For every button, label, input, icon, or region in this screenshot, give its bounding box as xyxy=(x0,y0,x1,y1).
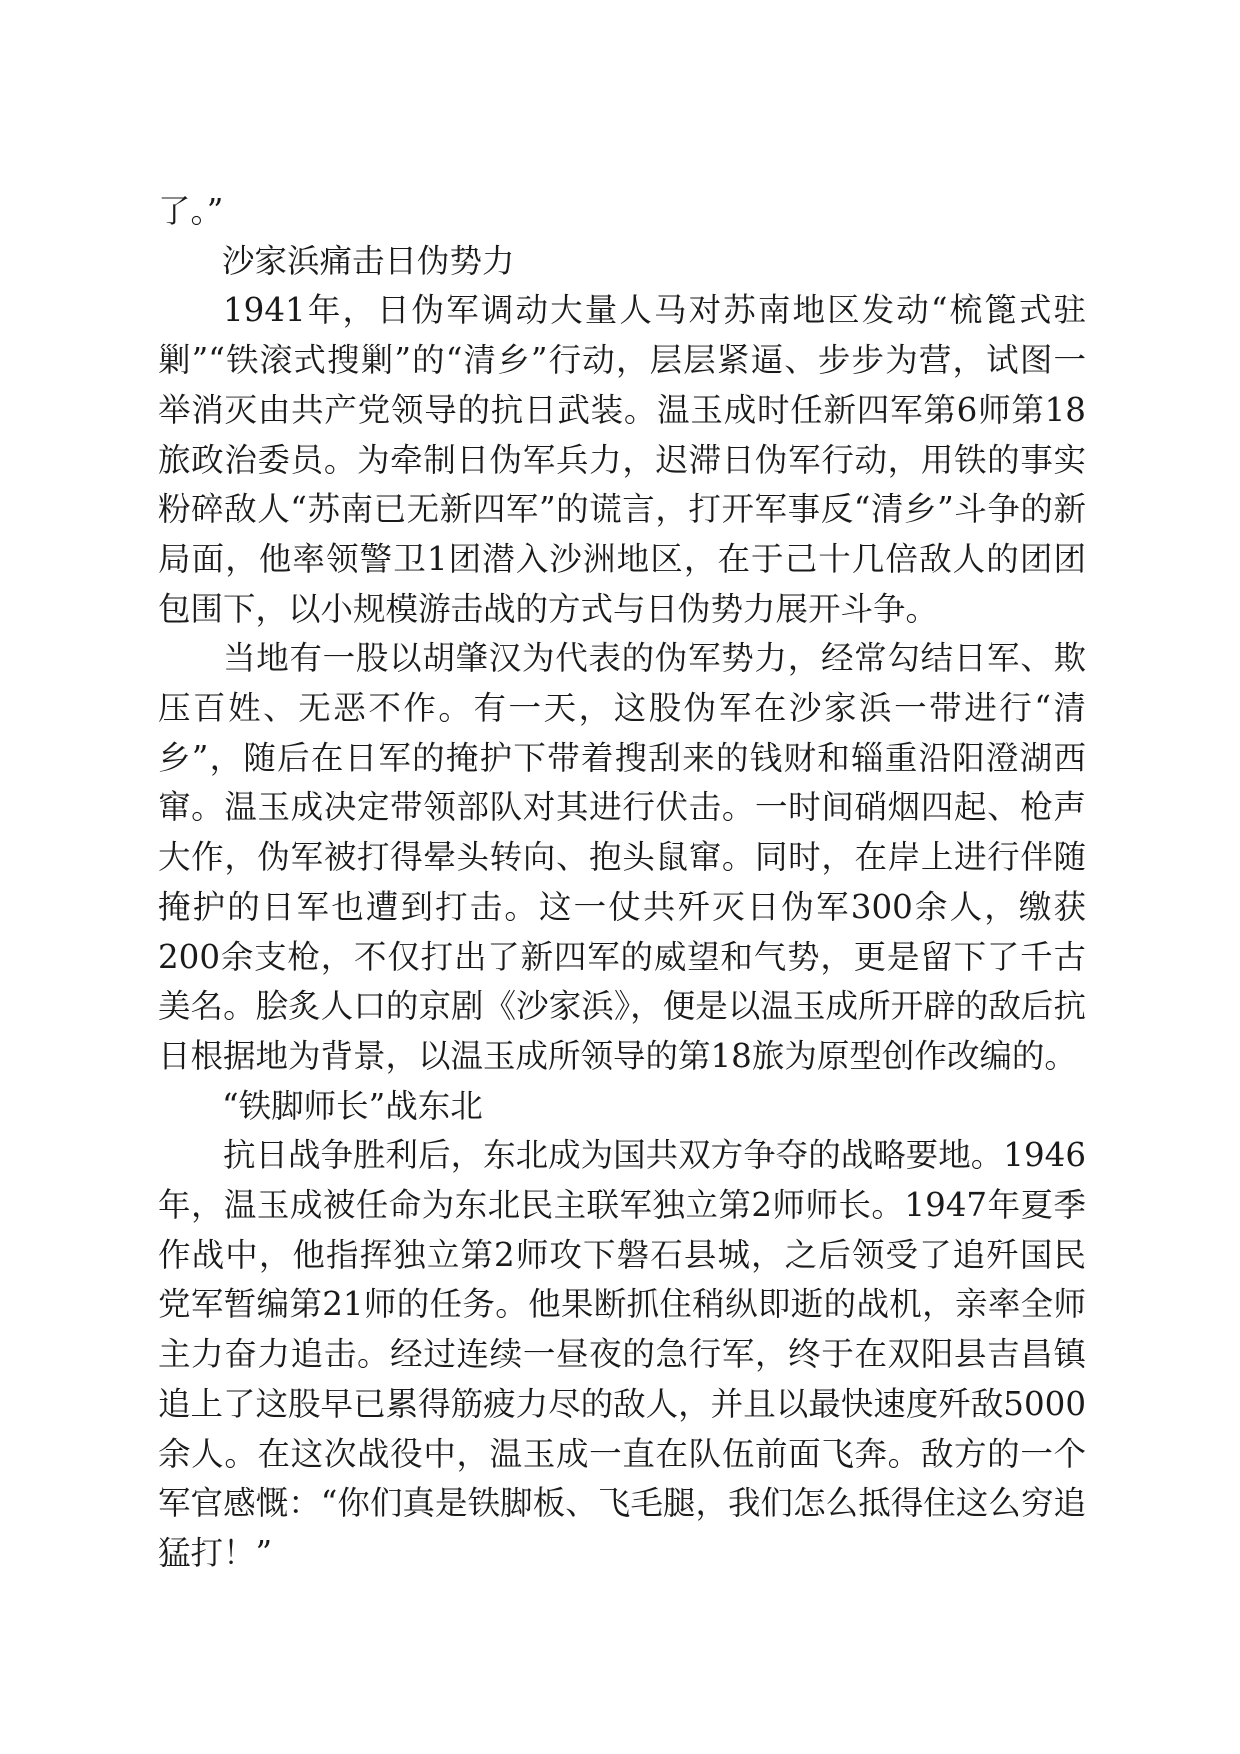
document-body xyxy=(158,187,1086,1579)
paragraph: 抗日战争胜利后，东北成为国共双方争夺的战略要地。1946年，温玉成被任命为东北民主联军独立第2师师长。1947年夏季作战中，他指挥独立第2师攻下磐石县城，之后领受了追歼国民党军暂编第21师的任务。他果断抓住稍纵即逝的战机，亲率全师主力奋力追击。经过连续一昼夜的急行军，终于在双阳县吉昌镇追上了这股早已累得筋疲力尽的敌人，并且以最快速度歼敌5000余人。在这次战役中，温玉成一直在队伍前面飞奔。敌方的一个军官感慨：“你们真是铁脚板、飞毛腿，我们怎么抵得住这么穷追猛打！” xyxy=(158,1136,1086,1572)
paragraph: 当地有一股以胡肇汉为代表的伪军势力，经常勾结日军、欺压百姓、无恶不作。有一天，这股伪军在沙家浜一带进行“清乡”，随后在日军的掩护下带着搜刮来的钱财和辎重沿阳澄湖西窜。温玉成决定带领部队对其进行伏击。一时间硝烟四起、枪声大作，伪军被打得晕头转向、抱头鼠窜。同时，在岸上进行伴随掩护的日军也遭到打击。这一仗共歼灭日伪军300余人，缴获200余支枪，不仅打出了新四军的威望和气势，更是留下了千古美名。脍炙人口的京剧《沙家浜》，便是以温玉成所开辟的敌后抗日根据地为背景，以温玉成所领导的第18旅为原型创作改编的。 xyxy=(158,639,1086,1075)
paragraph-continuation: 了。” xyxy=(158,192,224,230)
paragraph: 1941年，日伪军调动大量人马对苏南地区发动“梳篦式驻剿”“铁滚式搜剿”的“清乡”行动，层层紧逼、步步为营，试图一举消灭由共产党领导的抗日武装。温玉成时任新四军第6师第18旅政治委员。为牵制日伪军兵力，迟滞日伪军行动，用铁的事实粉碎敌人“苏南已无新四军”的谎言，打开军事反“清乡”斗争的新局面，他率领警卫1团潜入沙洲地区，在于己十几倍敌人的团团包围下，以小规模游击战的方式与日伪势力展开斗争。 xyxy=(158,291,1086,628)
section-heading-shajiabang: 沙家浜痛击日伪势力 xyxy=(222,241,515,280)
section-heading-northeast: “铁脚师长”战东北 xyxy=(222,1086,483,1125)
